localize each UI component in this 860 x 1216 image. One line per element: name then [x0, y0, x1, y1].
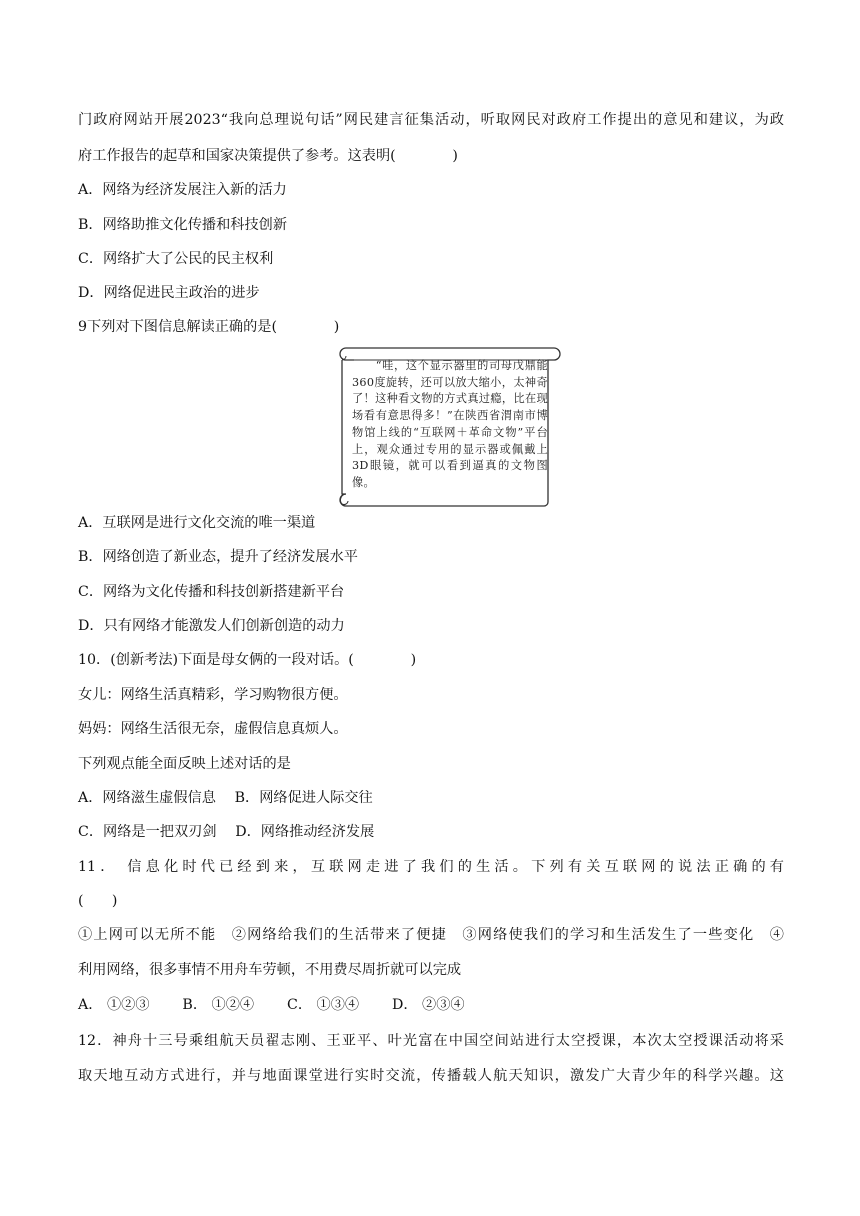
q8-stem-line-2: 府工作报告的起草和国家决策提供了参考。这表明( ): [78, 148, 458, 164]
q9-option-c: C．网络为文化传播和科技创新搭建新平台: [78, 584, 345, 600]
q10-options-cd: C．网络是一把双刃剑 D．网络推动经济发展: [78, 824, 375, 840]
q10-options-ab: A．网络滋生虚假信息 B．网络促进人际交往: [78, 790, 373, 806]
q10-mom: 妈妈：网络生活很无奈，虚假信息真烦人。: [78, 721, 348, 737]
q11-paren: ( ): [78, 893, 118, 909]
q10-ask: 下列观点能全面反映上述对话的是: [78, 756, 291, 772]
q12-stem-line-2: 取天地互动方式进行，并与地面课堂进行实时交流，传播载人航天知识，激发广大青少年的科学兴趣。这: [78, 1068, 784, 1084]
q8-option-a: A．网络为经济发展注入新的活力: [78, 182, 287, 198]
scroll-illustration: [332, 342, 562, 508]
q11-options: A． ①②③ B． ①②④ C． ①③④ D． ②③④: [78, 997, 465, 1013]
q8-stem-line-1: 门政府网站开展2023“我向总理说句话”网民建言征集活动，听取网民对政府工作提出的意见和建议，为政: [78, 112, 784, 128]
q10-stem: 10．(创新考法)下面是母女俩的一段对话。( ): [78, 652, 417, 668]
q9-option-b: B．网络创造了新业态，提升了经济发展水平: [78, 549, 358, 565]
q8-option-d: D．网络促进民主政治的进步: [78, 285, 260, 301]
scroll-text: “哇，这个显示器里的司母戊鼎能360度旋转，还可以放大缩小，太神奇了！这种看文物的方式真过瘾，比在现场看有意思得多！”在陕西省渭南市博物馆上线的“互联网＋革命文物”平台上，观众通过专用的显示器或佩戴上3D眼镜，就可以看到逼真的文物图像。: [352, 359, 548, 489]
q11-items-line-1: ①上网可以无所不能 ②网络给我们的生活带来了便捷 ③网络使我们的学习和生活发生了一些变化 ④: [78, 927, 784, 943]
q9-option-d: D．只有网络才能激发人们创新创造的动力: [78, 618, 345, 634]
q11-items-line-2: 利用网络，很多事情不用舟车劳顿，不用费尽周折就可以完成: [78, 962, 462, 978]
q11-stem: 11． 信息化时代已经到来，互联网走进了我们的生活。下列有关互联网的说法正确的有: [78, 859, 784, 875]
q8-option-c: C．网络扩大了公民的民主权利: [78, 251, 274, 267]
q9-stem: 9下列对下图信息解读正确的是( ): [78, 319, 340, 335]
q8-option-b: B．网络助推文化传播和科技创新: [78, 217, 288, 233]
q9-option-a: A．互联网是进行文化交流的唯一渠道: [78, 515, 316, 531]
q12-stem-line-1: 12．神舟十三号乘组航天员翟志刚、王亚平、叶光富在中国空间站进行太空授课，本次太空授课活动将采: [78, 1033, 784, 1049]
q10-daughter: 女儿：网络生活真精彩，学习购物很方便。: [78, 687, 348, 703]
